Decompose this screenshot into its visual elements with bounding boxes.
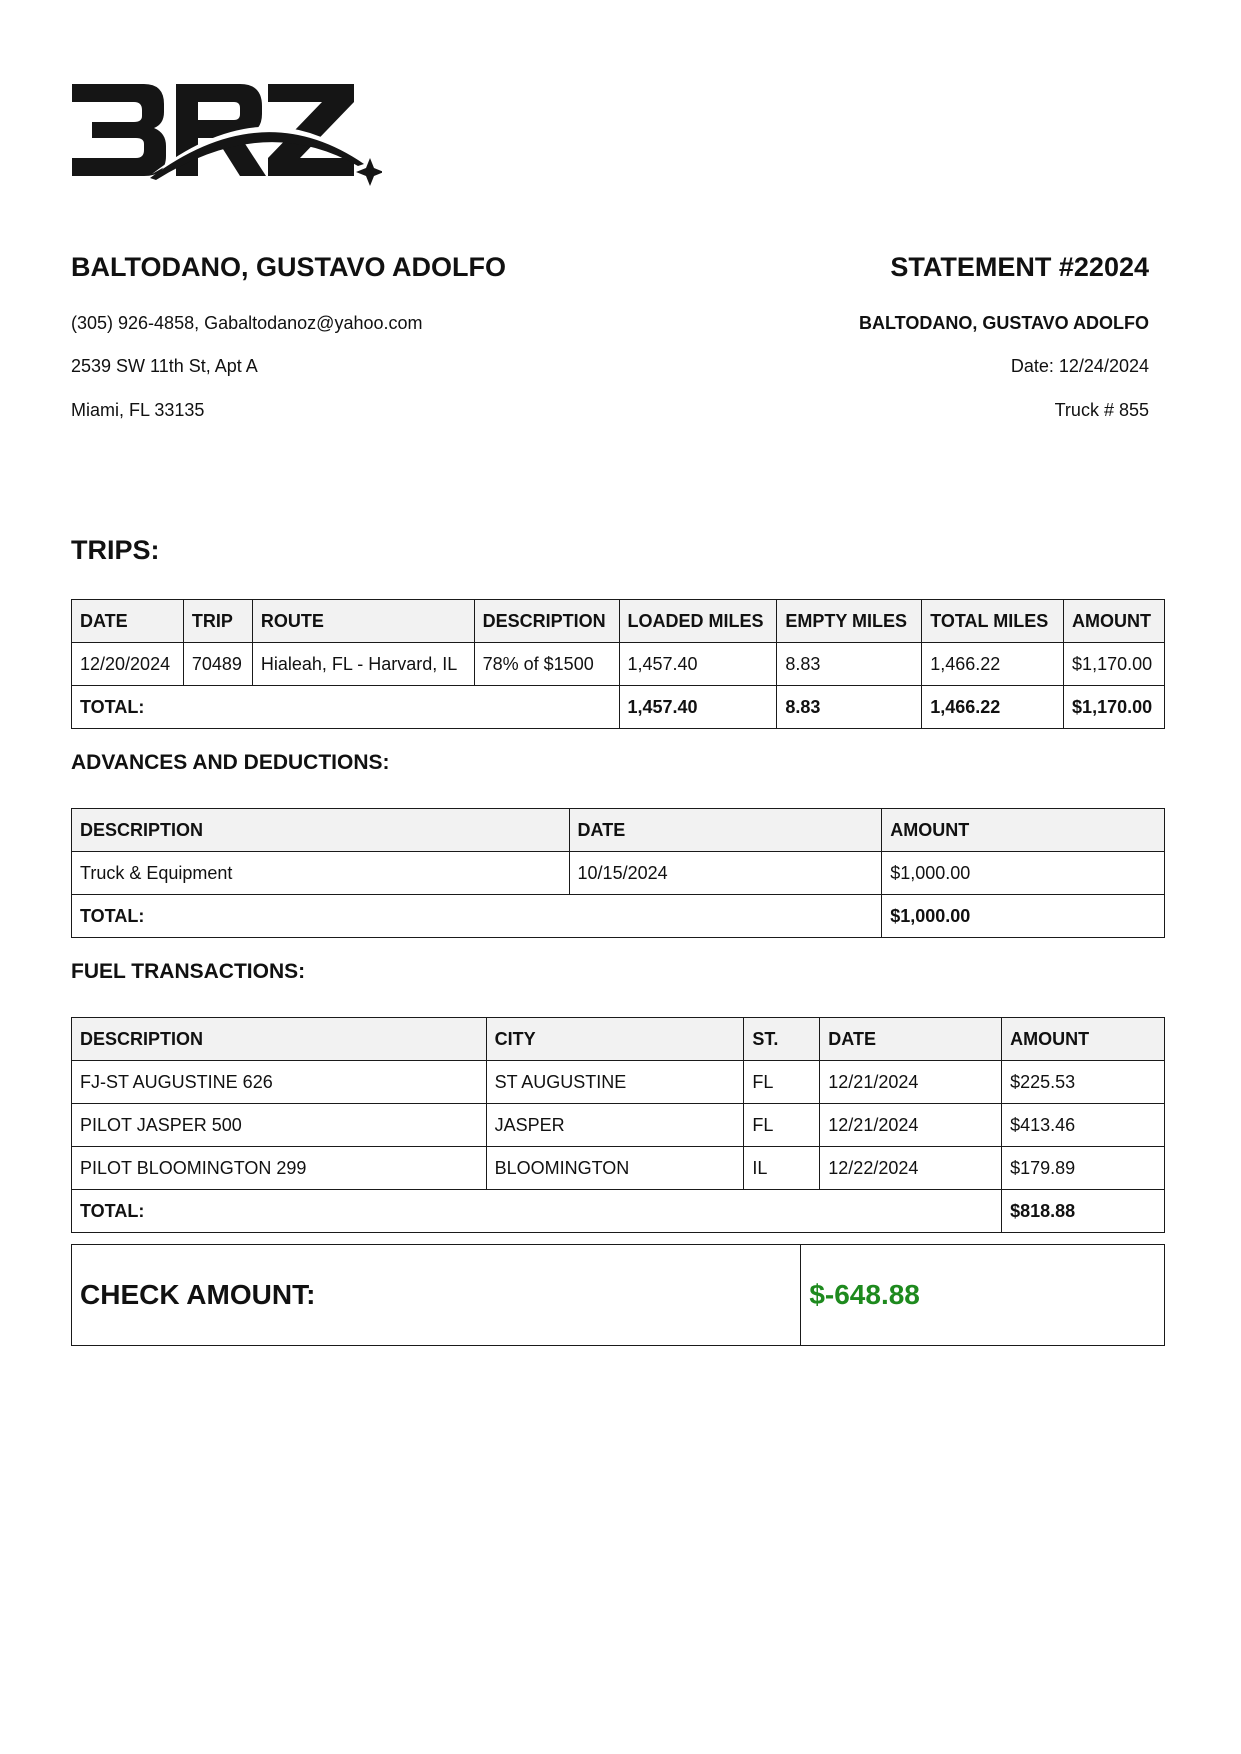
deduction-date: 10/15/2024 [569, 852, 882, 895]
check-amount-value: $-648.88 [801, 1245, 1165, 1346]
fuel-description: PILOT JASPER 500 [72, 1104, 487, 1147]
fuel-amount: $225.53 [1002, 1061, 1165, 1104]
trips-header-cell: ROUTE [252, 600, 474, 643]
truck-number: Truck # 855 [1054, 400, 1149, 420]
deductions-total-amount: $1,000.00 [882, 895, 1165, 938]
fuel-description: PILOT BLOOMINGTON 299 [72, 1147, 487, 1190]
table-row [72, 1061, 1165, 1104]
fuel-amount: $179.89 [1002, 1147, 1165, 1190]
deductions-title: ADVANCES AND DEDUCTIONS: [71, 751, 390, 774]
deductions-total-row [72, 895, 1165, 938]
table-row [72, 643, 1165, 686]
fuel-header-cell: ST. [744, 1018, 820, 1061]
trips-header-cell: TOTAL MILES [922, 600, 1064, 643]
fuel-header-cell: AMOUNT [1002, 1018, 1165, 1061]
trip-total-miles: 1,466.22 [922, 643, 1064, 686]
trips-header-cell: LOADED MILES [619, 600, 777, 643]
trips-header-cell: EMPTY MILES [777, 600, 922, 643]
fuel-table [71, 1017, 1165, 1233]
deductions-header-cell: AMOUNT [882, 809, 1165, 852]
trip-empty-miles: 8.83 [777, 643, 922, 686]
fuel-header-cell: CITY [486, 1018, 744, 1061]
driver-address-line1: 2539 SW 11th St, Apt A [71, 356, 258, 376]
trip-loaded-miles: 1,457.40 [619, 643, 777, 686]
statement-date: Date: 12/24/2024 [1010, 356, 1149, 376]
trips-total-label: TOTAL: [72, 686, 620, 729]
fuel-date: 12/22/2024 [820, 1147, 1002, 1190]
driver-name: BALTODANO, GUSTAVO ADOLFO [71, 252, 506, 282]
fuel-city: JASPER [486, 1104, 744, 1147]
brz-logo [72, 78, 382, 198]
statement-name: BALTODANO, GUSTAVO ADOLFO [859, 313, 1149, 333]
deduction-amount: $1,000.00 [882, 852, 1165, 895]
deductions-header-row [72, 809, 1165, 852]
trips-total-amount: $1,170.00 [1064, 686, 1165, 729]
fuel-total-amount: $818.88 [1002, 1190, 1165, 1233]
fuel-amount: $413.46 [1002, 1104, 1165, 1147]
trips-title: TRIPS: [71, 535, 160, 565]
trips-header-cell: DESCRIPTION [474, 600, 619, 643]
fuel-title: FUEL TRANSACTIONS: [71, 960, 306, 983]
trips-total-empty: 8.83 [777, 686, 922, 729]
fuel-state: FL [744, 1061, 820, 1104]
check-amount-label: CHECK AMOUNT: [72, 1245, 801, 1346]
fuel-header-cell: DATE [820, 1018, 1002, 1061]
fuel-description: FJ-ST AUGUSTINE 626 [72, 1061, 487, 1104]
trips-total-loaded: 1,457.40 [619, 686, 777, 729]
trips-header-row [72, 600, 1165, 643]
statement-title: STATEMENT #22024 [890, 252, 1149, 282]
trip-number: 70489 [183, 643, 252, 686]
trips-total-row [72, 686, 1165, 729]
trip-description: 78% of $1500 [474, 643, 619, 686]
driver-address-line2: Miami, FL 33135 [71, 400, 205, 420]
fuel-state: FL [744, 1104, 820, 1147]
fuel-header-row [72, 1018, 1165, 1061]
trip-amount: $1,170.00 [1064, 643, 1165, 686]
check-amount-box [71, 1244, 1165, 1346]
fuel-date: 12/21/2024 [820, 1104, 1002, 1147]
trips-total-miles: 1,466.22 [922, 686, 1064, 729]
trips-header-cell: TRIP [183, 600, 252, 643]
fuel-city: BLOOMINGTON [486, 1147, 744, 1190]
trip-route: Hialeah, FL - Harvard, IL [252, 643, 474, 686]
deduction-description: Truck & Equipment [72, 852, 570, 895]
trip-date: 12/20/2024 [72, 643, 184, 686]
deductions-total-label: TOTAL: [72, 895, 882, 938]
fuel-total-row [72, 1190, 1165, 1233]
table-row [72, 852, 1165, 895]
table-row [72, 1147, 1165, 1190]
driver-contact: (305) 926-4858, Gabaltodanoz@yahoo.com [71, 313, 423, 333]
deductions-header-cell: DESCRIPTION [72, 809, 570, 852]
trips-table [71, 599, 1165, 729]
deductions-header-cell: DATE [569, 809, 882, 852]
deductions-table [71, 808, 1165, 938]
fuel-state: IL [744, 1147, 820, 1190]
table-row [72, 1104, 1165, 1147]
fuel-total-label: TOTAL: [72, 1190, 1002, 1233]
fuel-city: ST AUGUSTINE [486, 1061, 744, 1104]
fuel-date: 12/21/2024 [820, 1061, 1002, 1104]
fuel-header-cell: DESCRIPTION [72, 1018, 487, 1061]
trips-header-cell: DATE [72, 600, 184, 643]
trips-header-cell: AMOUNT [1064, 600, 1165, 643]
